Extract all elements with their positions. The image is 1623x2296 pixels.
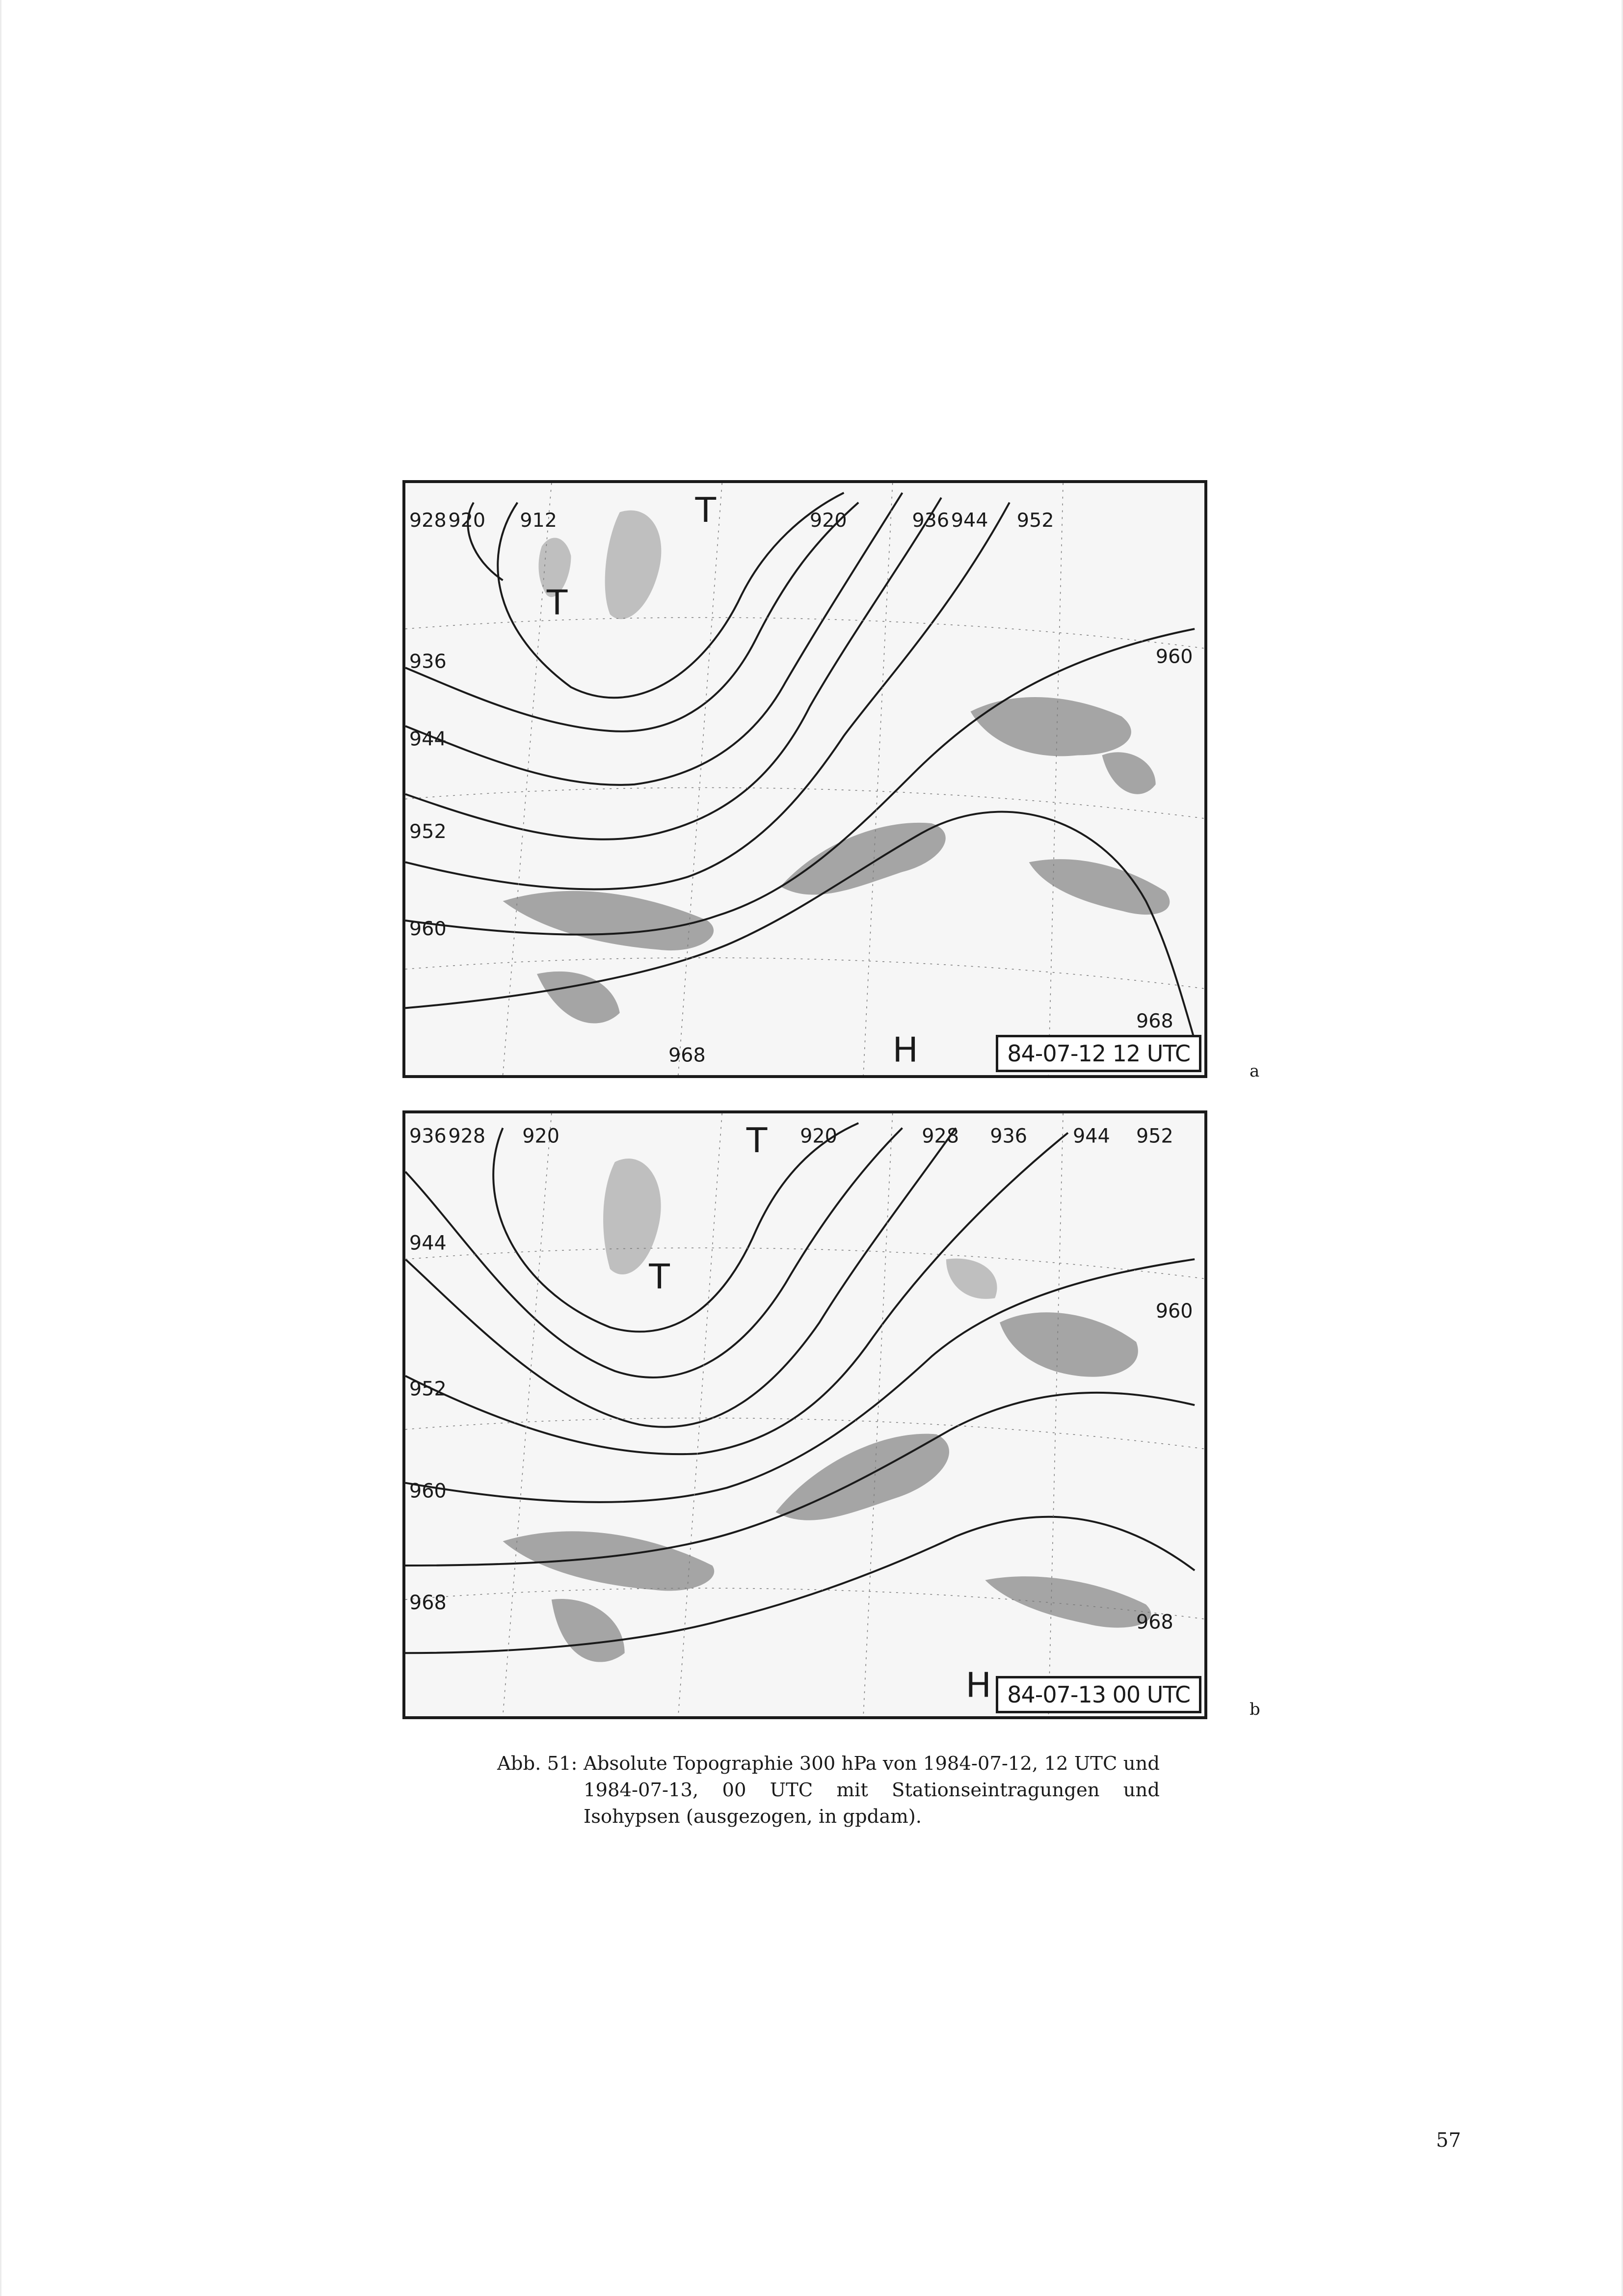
page-number: 57 xyxy=(1436,2129,1461,2152)
isohypse-label: 960 xyxy=(1155,1299,1193,1323)
isohypse-label: 920 xyxy=(448,509,486,532)
isohypse-label: 928 xyxy=(922,1125,959,1148)
isohypse-label: 952 xyxy=(409,820,447,843)
low-pressure-mark: T xyxy=(546,583,568,623)
map-timestamp-b: 84-07-13 00 UTC xyxy=(996,1676,1201,1713)
isohypse-label: 928 xyxy=(409,509,447,532)
isohypse-label: 920 xyxy=(800,1125,837,1148)
isohypse-label: 944 xyxy=(1072,1125,1110,1148)
graticule-b xyxy=(405,1113,1204,1716)
low-pressure-mark: T xyxy=(746,1121,768,1161)
isohypse-label: 960 xyxy=(409,917,447,940)
caption-text: Absolute Topographie 300 hPa von 1984-07-12, 12 UTC und 1984-07-13, 00 UTC mit Stationseintragungen und Isohypsen (ausgezogen, in gpdam). xyxy=(584,1753,1160,1828)
isohypse-label: 920 xyxy=(809,509,847,532)
isohypse-label: 968 xyxy=(409,1592,447,1615)
isohypse-chart-a xyxy=(405,483,1204,1075)
isohypse-label: 912 xyxy=(520,509,558,532)
isohypse-label: 968 xyxy=(668,1044,706,1067)
isohypse-label: 960 xyxy=(409,1480,447,1503)
panel-letter-b: b xyxy=(1250,1700,1260,1719)
isohypse-label: 952 xyxy=(1016,509,1054,532)
isohypse-label: 968 xyxy=(1136,1010,1173,1032)
isohypse-label: 944 xyxy=(409,728,447,751)
isohypse-lines-a xyxy=(405,493,1199,1057)
isohypse-label: 968 xyxy=(1136,1611,1173,1634)
isohypse-label: 936 xyxy=(409,1125,447,1148)
weather-map-b xyxy=(402,1110,1207,1719)
weather-map-a xyxy=(402,480,1207,1078)
isohypse-value-labels-a xyxy=(409,509,1193,1066)
isohypse-chart-b xyxy=(405,1113,1204,1716)
isohypse-label: 960 xyxy=(1155,645,1193,668)
pressure-centers-a xyxy=(546,491,918,1070)
panel-letter-a: a xyxy=(1250,1061,1260,1081)
isohypse-label: 944 xyxy=(409,1232,447,1255)
high-pressure-mark: H xyxy=(892,1030,918,1070)
isohypse-label: 952 xyxy=(1136,1125,1173,1148)
isohypse-label: 936 xyxy=(990,1125,1028,1148)
isohypse-label: 928 xyxy=(448,1125,486,1148)
isohypse-label: 944 xyxy=(951,509,988,532)
graticule-a xyxy=(405,483,1204,1075)
isohypse-label: 936 xyxy=(409,650,447,673)
isohypse-lines-b xyxy=(405,1123,1195,1653)
high-pressure-mark: H xyxy=(965,1666,991,1705)
isohypse-label: 936 xyxy=(912,509,950,532)
map-timestamp-a: 84-07-12 12 UTC xyxy=(996,1035,1201,1072)
low-pressure-mark: T xyxy=(695,491,717,531)
low-pressure-mark: T xyxy=(649,1257,670,1297)
isohypse-label: 952 xyxy=(409,1378,447,1401)
isohypse-label: 920 xyxy=(522,1125,560,1148)
caption-label: Abb. 51: xyxy=(497,1753,578,1775)
